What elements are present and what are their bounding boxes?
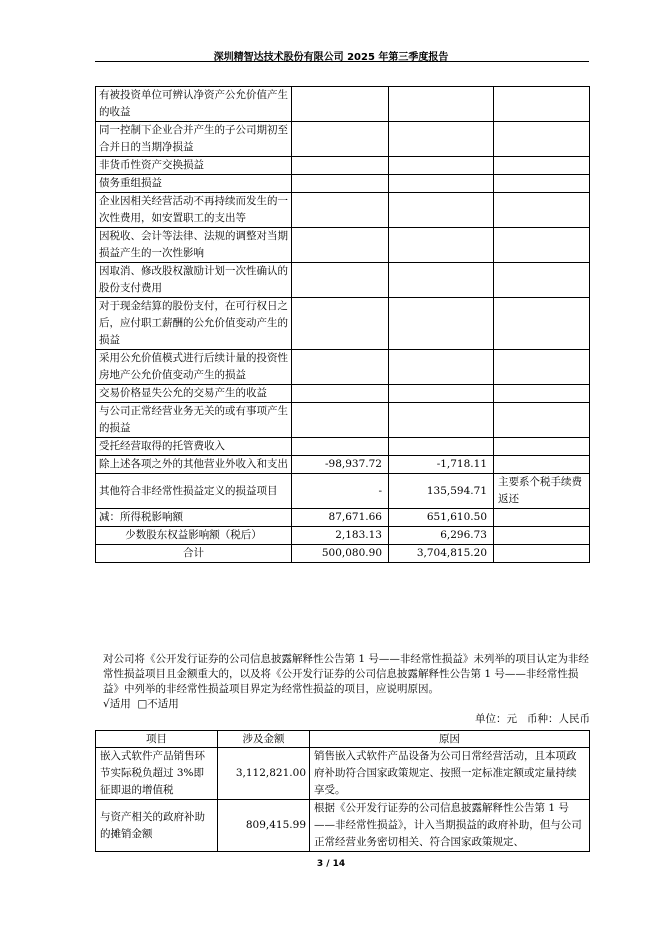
item-cell: 受托经营取得的托管费收入 [96,438,292,456]
current-period-cell [292,385,389,403]
current-period-cell [292,157,389,175]
header-divider [95,61,589,62]
item-cell: 有被投资单位可辨认净资产公允价值产生的收益 [96,87,292,122]
table-row [96,175,590,193]
header-item: 项目 [96,731,218,748]
current-period-cell [292,228,389,263]
item-cell: 对于现金结算的股份支付，在可行权日之后，应付职工薪酬的公允价值变动产生的损益 [96,298,292,350]
unit-currency-line [465,712,590,727]
item-cell: 债务重组损益 [96,175,292,193]
ytd-cell [389,403,494,438]
ytd-cell [389,157,494,175]
not-applicable-option: □不适用 [137,698,179,710]
note-cell [494,456,590,474]
table-row [96,385,590,403]
note-cell [494,263,590,298]
current-period-cell: 500,080.90 [292,545,389,563]
current-period-cell: - [292,474,389,509]
note-cell [494,403,590,438]
table-row [96,545,590,563]
amount-cell: 3,112,821.00 [218,748,310,800]
amount-cell: 809,415.99 [218,800,310,852]
ytd-cell: 135,594.71 [389,474,494,509]
table-row [96,474,590,509]
header-amount: 涉及金额 [218,731,310,748]
ytd-cell [389,122,494,157]
ytd-cell [389,87,494,122]
item-cell: 非货币性资产交换损益 [96,157,292,175]
table-row [96,527,590,545]
current-period-cell: 87,671.66 [292,509,389,527]
table-row [96,263,590,298]
applicability-options [103,697,179,712]
table-row [96,298,590,350]
table-row [96,748,590,800]
ytd-cell [389,350,494,385]
note-cell [494,438,590,456]
item-cell: 同一控制下企业合并产生的子公司期初至合并日的当期净损益 [96,122,292,157]
recurring-classification-table [95,730,590,852]
note-cell [494,545,590,563]
item-cell: 其他符合非经常性损益定义的损益项目 [96,474,292,509]
ytd-cell: -1,718.11 [389,456,494,474]
item-cell: 因税收、会计等法律、法规的调整对当期损益产生的一次性影响 [96,228,292,263]
header-reason: 原因 [310,731,590,748]
current-period-cell: -98,937.72 [292,456,389,474]
note-cell [494,175,590,193]
note-cell [494,527,590,545]
current-period-cell [292,87,389,122]
ytd-cell [389,228,494,263]
reason-cell: 根据《公开发行证券的公司信息披露解释性公告第 1 号——非经常性损益》，计入当期损益的政府补助，但与公司正常经营业务密切相关、符合国家政策规定、 [310,800,590,852]
item-cell: 交易价格显失公允的交易产生的收益 [96,385,292,403]
table-header-row [96,731,590,748]
table-row [96,157,590,175]
ytd-cell: 6,296.73 [389,527,494,545]
explanation-paragraph: 对公司将《公开发行证券的公司信息披露解释性公告第 1 号——非经常性损益》未列举的项目认定为非经常性损益项目且金额重大的，以及将《公开发行证券的公司信息披露解释性公告第 1 号——非经常性损益》中列举的非经常性损益项目界定为经常性损益的项目，应说明原因。 [103,653,589,695]
ytd-cell [389,263,494,298]
current-period-cell [292,438,389,456]
applicable-option: √适用 [103,698,131,710]
current-period-cell: 2,183.13 [292,527,389,545]
table-row [96,350,590,385]
item-cell: 少数股东权益影响额（税后） [96,527,292,545]
note-cell [494,193,590,228]
current-period-cell [292,403,389,438]
non-recurring-gains-table-body [96,87,590,563]
note-cell [494,385,590,403]
ytd-cell: 651,610.50 [389,509,494,527]
table-row [96,403,590,438]
ytd-cell [389,438,494,456]
unit-label: 单位：元 [475,713,517,725]
table-row [96,228,590,263]
item-cell: 采用公允价值模式进行后续计量的投资性房地产公允价值变动产生的损益 [96,350,292,385]
note-cell [494,228,590,263]
current-period-cell [292,350,389,385]
item-cell: 嵌入式软件产品销售环节实际税负超过 3%即征即退的增值税 [96,748,218,800]
note-cell [494,87,590,122]
ytd-cell: 3,704,815.20 [389,545,494,563]
table-row [96,456,590,474]
current-period-cell [292,122,389,157]
report-header-title: 深圳精智达技术股份有限公司 2025 年第三季度报告 [213,52,449,63]
current-period-cell [292,263,389,298]
current-period-cell [292,193,389,228]
ytd-cell [389,193,494,228]
note-cell [494,350,590,385]
item-cell: 除上述各项之外的其他营业外收入和支出 [96,456,292,474]
table-row [96,87,590,122]
reason-cell: 销售嵌入式软件产品设备为公司日常经营活动，且本项政府补助符合国家政策规定、按照一定标准定额或定量持续享受。 [310,748,590,800]
non-recurring-gains-table [95,86,590,563]
table-row [96,800,590,852]
currency-label: 币种：人民币 [527,713,590,725]
item-cell: 与公司正常经营业务无关的或有事项产生的损益 [96,403,292,438]
item-cell: 企业因相关经营活动不再持续而发生的一次性费用，如安置职工的支出等 [96,193,292,228]
note-cell [494,122,590,157]
table-row [96,509,590,527]
note-cell [494,509,590,527]
ytd-cell [389,298,494,350]
item-cell: 与资产相关的政府补助的摊销金额 [96,800,218,852]
page-number: 3 / 14 [316,859,346,869]
note-cell [494,157,590,175]
ytd-cell [389,175,494,193]
note-cell [494,298,590,350]
note-cell: 主要系个税手续费返还 [494,474,590,509]
ytd-cell [389,385,494,403]
table-row [96,438,590,456]
item-cell: 合计 [96,545,292,563]
table-row [96,193,590,228]
item-cell: 因取消、修改股权激励计划一次性确认的股份支付费用 [96,263,292,298]
current-period-cell [292,175,389,193]
current-period-cell [292,298,389,350]
item-cell: 减：所得税影响额 [96,509,292,527]
table-row [96,122,590,157]
